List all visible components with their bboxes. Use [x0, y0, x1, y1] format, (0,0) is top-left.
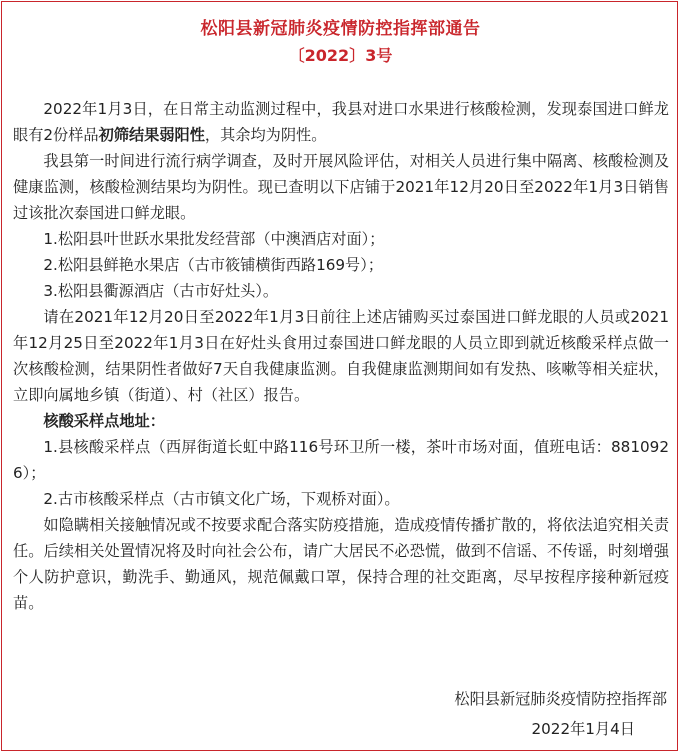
paragraph-detection-pre: 2022年1月3日，在日常主动监测过程中，我县对进口水果进行核酸检测，发现泰国进口鲜龙眼有2份样品: [13, 100, 669, 144]
paragraph-warning: 如隐瞒相关接触情况或不按要求配合落实防疫措施，造成疫情传播扩散的，将依法追究相关责任。后续相关处置情况将及时向社会公布，请广大居民不必恐慌，做到不信谣、不传谣，时刻增强个人防护意识，勤洗手、勤通风，规范佩戴口罩，保持合理的社交距离，尽早按程序接种新冠疫苗。: [13, 516, 669, 612]
sampling-site-2: 2.古市核酸采样点（古市镇文化广场，下观桥对面）。: [43, 490, 400, 508]
paragraph-investigation: 我县第一时间进行流行病学调查，及时开展风险评估，对相关人员进行集中隔离、核酸检测及健康监测，核酸检测结果均为阴性。现已查明以下店铺于2021年12月20日至2022年1月3日销售过该批次泰国进口鲜龙眼。: [13, 152, 669, 222]
sampling-heading-text: 核酸采样点地址：: [43, 412, 165, 430]
signature-organization: 松阳县新冠肺炎疫情防控指挥部: [454, 690, 667, 708]
weak-positive-highlight: 初筛结果弱阳性: [98, 126, 205, 144]
signature-date: 2022年1月4日: [531, 720, 635, 738]
paragraph-instructions: 请在2021年12月20日至2022年1月3日前往上述店铺购买过泰国进口鲜龙眼的人员或2021年12月25日至2022年1月3日在好灶头食用过泰国进口鲜龙眼的人员立即到就近核酸采样点做一次核酸检测，结果阴性者做好7天自我健康监测。自我健康监测期间如有发热、咳嗽等相关症状，立即向属地乡镇（街道）、村（社区）报告。: [13, 308, 669, 404]
document-number: 〔2022〕3号: [288, 46, 393, 65]
notice-title: 松阳县新冠肺炎疫情防控指挥部通告: [200, 19, 481, 39]
store-item-2: 2.松阳县鲜艳水果店（古市筱铺横街西路169号）；: [43, 256, 384, 274]
paragraph-detection: [13, 96, 669, 148]
store-item-3: 3.松阳县衢源酒店（古市好灶头）。: [43, 282, 279, 300]
sampling-heading: [13, 408, 669, 434]
store-item-1: 1.松阳县叶世跃水果批发经营部（中澳酒店对面）；: [43, 230, 385, 248]
sampling-site-1: 1.县核酸采样点（西屏街道长虹中路116号环卫所一楼，茶叶市场对面，值班电话：8810926）；: [13, 438, 669, 482]
paragraph-detection-post: ，其余均为阴性。: [204, 126, 327, 144]
notice-body: [13, 96, 669, 616]
